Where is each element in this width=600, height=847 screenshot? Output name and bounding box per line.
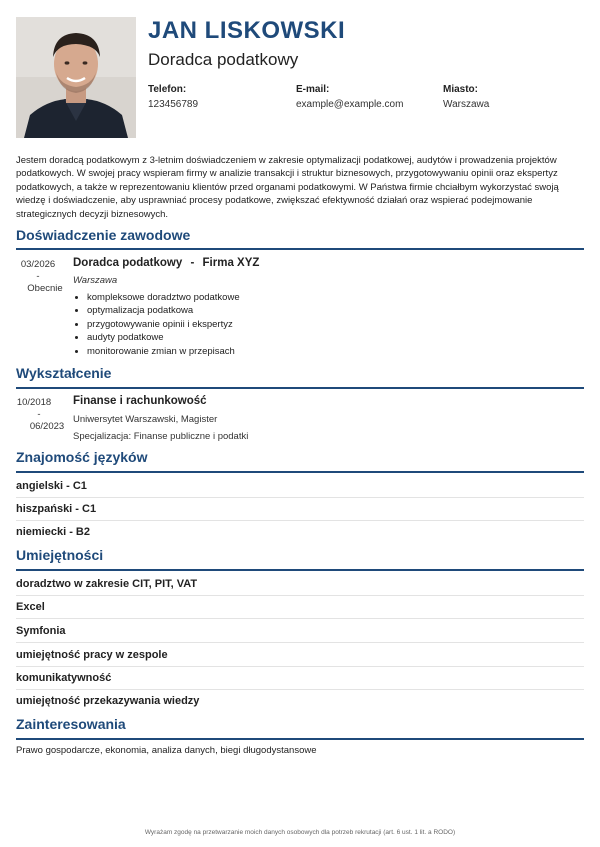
experience-date-start: 03/2026 <box>20 259 56 270</box>
experience-divider <box>16 248 584 250</box>
profile-photo <box>16 17 136 138</box>
list-item: • audyty podatkowe <box>87 331 240 344</box>
experience-date-dash: - <box>36 271 40 282</box>
list-item: • monitorowanie zmian w przepisach <box>87 345 240 358</box>
gdpr-consent-clause: Wyrażam zgodę na przetwarzanie moich danych osobowych dla potrzeb rekrutacji (art. 6 ust. 1 lit. a RODO) <box>144 829 456 836</box>
experience-location: Warszawa <box>73 275 118 286</box>
interests-section-title: Zainteresowania <box>16 716 126 732</box>
experience-company: Firma XYZ <box>202 257 260 269</box>
experience-entry-title <box>73 257 259 269</box>
candidate-job-title: Doradca podatkowy <box>148 50 299 69</box>
contact-city-value: Warszawa <box>443 99 490 110</box>
interests-text: Prawo gospodarcze, ekonomia, analiza danych, biegi długodystansowe <box>16 745 317 756</box>
education-school: Uniwersytet Warszawski, Magister <box>73 414 218 425</box>
list-item: • optymalizacja podatkowa <box>87 304 240 317</box>
education-date-dash: - <box>37 409 41 420</box>
experience-date-end: Obecnie <box>27 283 63 294</box>
contact-city <box>443 84 489 110</box>
row-separator <box>16 689 584 690</box>
list-item: • przygotowywanie opinii i ekspertyz <box>87 318 240 331</box>
portrait-illustration <box>16 17 136 138</box>
row-separator <box>16 618 584 619</box>
skill-item: umiejętność przekazywania wiedzy <box>16 695 200 707</box>
candidate-name: JAN LISKOWSKI <box>148 17 346 44</box>
row-separator <box>16 666 584 667</box>
row-separator <box>16 520 584 521</box>
profile-summary: Jestem doradcą podatkowym z 3-letnim doświadczeniem w zakresie optymalizacji podatkowej, audytów i prowadzenia projektów podatkowych. W swojej pracy wspieram firmy w analizie transakcji i struktur biznesowych, przygotowywaniu opinii oraz ekspertyz podatkowych, a także w reprezentowaniu klientów przed organami podatkowymi. W Państwa firmie chciałbym wykorzystać swoją wiedzę i doświadczenie, aby usprawniać procesy podatkowe, zwiększać efektywność działań oraz wspierać podejmowanie strategicznych decyzji biznesowych. <box>16 155 559 220</box>
language-item: hiszpański - C1 <box>16 503 97 515</box>
row-separator <box>16 642 584 643</box>
skill-item: doradztwo w zakresie CIT, PIT, VAT <box>16 578 198 590</box>
education-specialization: Specjalizacja: Finanse publiczne i podatki <box>73 431 249 442</box>
experience-section-title: Doświadczenie zawodowe <box>16 227 191 243</box>
skills-divider <box>16 569 584 571</box>
education-section-title: Wykształcenie <box>16 365 112 381</box>
interests-divider <box>16 738 584 740</box>
skill-item: umiejętność pracy w zespole <box>16 649 168 661</box>
skill-item: Excel <box>16 601 45 613</box>
contact-phone <box>148 84 198 110</box>
row-separator <box>16 595 584 596</box>
languages-divider <box>16 471 584 473</box>
contact-phone-label: Telefon: <box>148 84 187 95</box>
experience-duties-list <box>73 291 240 358</box>
education-field: Finanse i rachunkowość <box>73 395 207 407</box>
list-item: • kompleksowe doradztwo podatkowe <box>87 291 240 304</box>
contact-email <box>296 84 403 110</box>
experience-title-separator: - <box>190 257 195 269</box>
education-divider <box>16 387 584 389</box>
skill-item: Symfonia <box>16 625 66 637</box>
contact-phone-value: 123456789 <box>148 99 199 110</box>
contact-email-value: example@example.com <box>296 99 404 110</box>
row-separator <box>16 497 584 498</box>
contact-email-label: E-mail: <box>296 84 330 95</box>
language-item: angielski - C1 <box>16 480 87 492</box>
language-item: niemiecki - B2 <box>16 526 90 538</box>
experience-position: Doradca podatkowy <box>73 257 183 269</box>
contact-city-label: Miasto: <box>443 84 478 95</box>
education-date-start: 10/2018 <box>16 397 52 408</box>
education-date-end: 06/2023 <box>29 421 65 432</box>
skill-item: komunikatywność <box>16 672 112 684</box>
languages-section-title: Znajomość języków <box>16 449 148 465</box>
skills-section-title: Umiejętności <box>16 547 104 563</box>
